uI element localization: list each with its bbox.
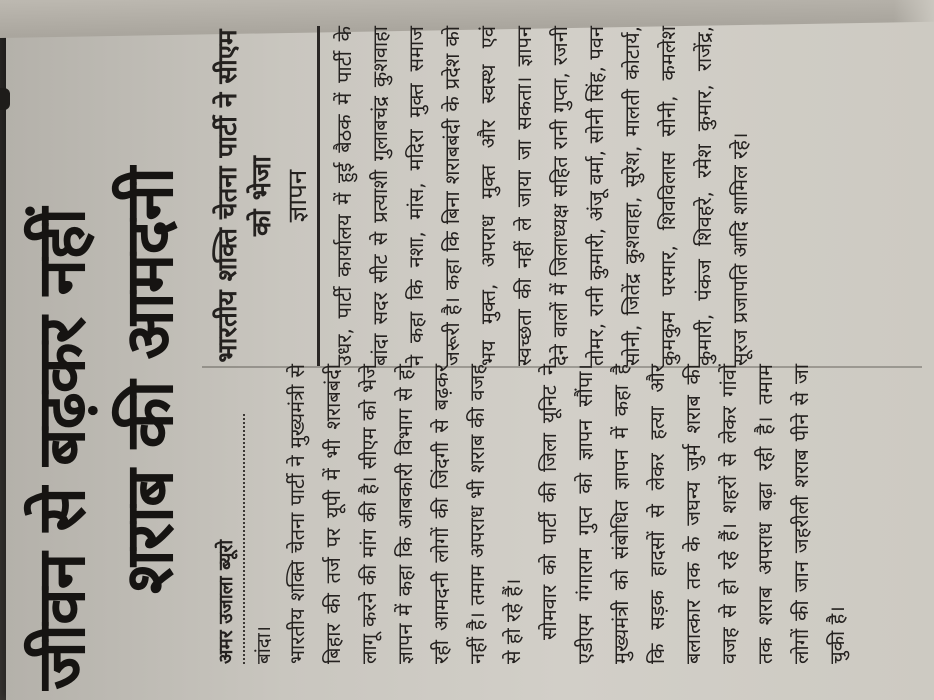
byline: अमर उजाला ब्यूरो xyxy=(215,539,237,664)
paragraph: भारतीय शक्ति चेतना पार्टी ने मुख्यमंत्री से बिहार की तर्ज पर यूपी में भी शराबबंदी लागू करने की मांग की है। सीएम को भेजे ज्ञापन में कहा कि आबकारी विभाग से हो रही आमदनी लोगों की जिंदगी से बढ़कर नहीं है। तमाम अपराध भी शराब की वजह से हो रहे हैं। xyxy=(285,364,525,664)
headline-line-1: जीवन से बढ़कर नहीं xyxy=(23,208,100,690)
paragraph: सोमवार को पार्टी की जिला यूनिट ने एडीएम गंगाराम गुप्त को ज्ञापन सौंपा। मुख्यमंत्री को संबोधित ज्ञापन में कहा है कि सड़क हादसों से लेकर हत्या और बलात्कार तक के जघन्य जुर्म शराब की वजह से हो रहे हैं। शहरों से लेकर गांवों तक शराब अपराध बढ़ा रही है। तमाम लोगों की जान जहरीली शराब पीने से जा चुकी है। xyxy=(537,364,849,664)
left-column xyxy=(211,364,855,664)
paragraph: उधर, पार्टी कार्यालय में हुई बैठक में पार्टी के बांदा सदर सीट से प्रत्याशी गुलाबचंद्र कुशवाहा ने कहा कि नशा, मांस, मदिरा मुक्त समाज जरूरी है। कहा कि बिना शराबबंदी के प्रदेश को भय मुक्त, अपराध मुक्त और स्वस्थ एवं स्वच्छता की नहीं ले जाया जा सकता। ज्ञापन देने वालों में जिलाध्यक्ष सहित रानी गुप्ता, रजनी तोमर, रानी कुमारी, अंजू वर्मा, सोनी सिंह, पवन सोनी, जितेंद्र कुशवाहा, सुरेश, मालती कोटार्य, कुमकुम परमार, शिवविलास सोनी, कमलेश कुमारी, पंकज शिवहरे, रमेश कुमार, राजेंद्र, सूरज प्रजापति आदि शामिल रहे। xyxy=(332,26,752,366)
byline-row xyxy=(211,414,245,664)
sub-headline-tag: ज्ञापन xyxy=(281,26,320,366)
dateline: बांदा। xyxy=(253,626,275,664)
sub-headline: भारतीय शक्ति चेतना पार्टी ने सीएम को भेजा xyxy=(213,29,277,363)
headline-line-2: शराब की आमदनी xyxy=(111,167,188,594)
headline xyxy=(6,18,194,700)
right-column xyxy=(211,26,758,366)
news-article xyxy=(6,18,934,700)
